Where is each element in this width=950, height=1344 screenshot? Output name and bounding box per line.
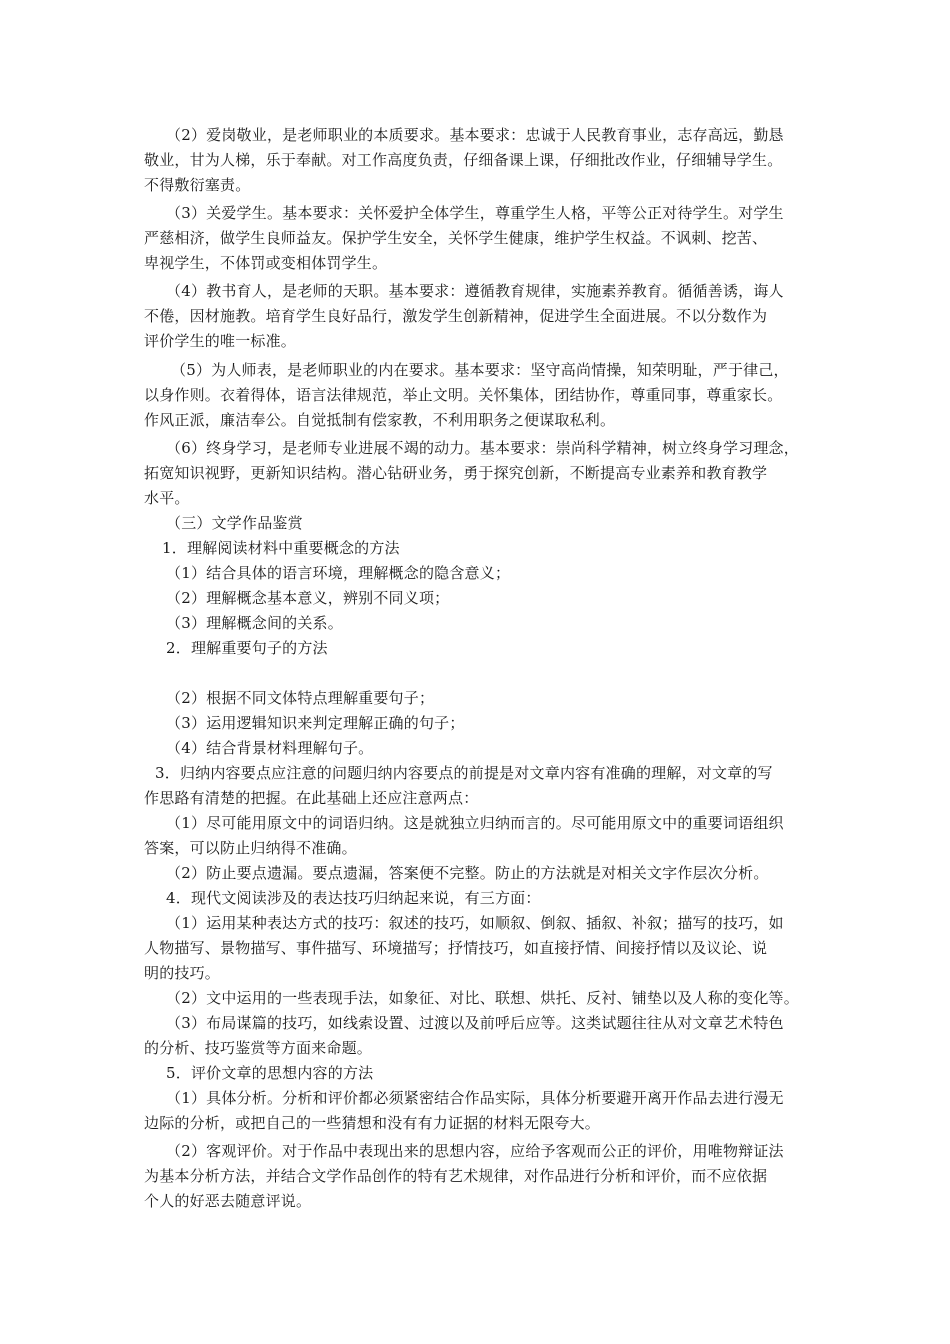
text-line: 不得敷衍塞责。 (144, 176, 251, 194)
text-line: （3）理解概念间的关系。 (166, 614, 343, 632)
text-line: 以身作则。衣着得体，语言法律规范，举止文明。关怀集体，团结协作，尊重同事，尊重家长。 (144, 386, 783, 404)
text-line: （1）结合具体的语言环境，理解概念的隐含意义； (166, 564, 511, 582)
text-line: 严慈相济，做学生良师益友。保护学生安全，关怀学生健康，维护学生权益。不讽刺、挖苦、 (144, 229, 768, 247)
text-line: 个人的好恶去随意评说。 (144, 1192, 312, 1210)
text-line: 作思路有清楚的把握。在此基础上还应注意两点： (144, 789, 479, 807)
text-line: （2）爱岗敬业，是老师职业的本质要求。基本要求：忠诚于人民教育事业，志存高远，勤恳 (166, 126, 784, 144)
text-line: 为基本分析方法，并结合文学作品创作的特有艺术规律，对作品进行分析和评价，而不应依据 (144, 1167, 768, 1185)
text-line: 评价学生的唯一标准。 (144, 332, 297, 350)
text-line: （3）关爱学生。基本要求：关怀爱护全体学生，尊重学生人格，平等公正对待学生。对学生 (166, 204, 784, 222)
text-line: 答案，可以防止归纳得不准确。 (144, 839, 357, 857)
text-line: 拓宽知识视野，更新知识结构。潜心钻研业务，勇于探究创新，不断提高专业素养和教育教学 (144, 464, 768, 482)
text-line: （3）运用逻辑知识来判定理解正确的句子； (166, 714, 465, 732)
subsection-heading: 5．评价文章的思想内容的方法 (166, 1064, 374, 1082)
text-line: （6）终身学习，是老师专业进展不竭的动力。基本要求：崇尚科学精神，树立终身学习理念， (166, 439, 799, 457)
text-line: 水平。 (144, 489, 190, 507)
text-line: （1）运用某种表达方式的技巧：叙述的技巧，如顺叙、倒叙、插叙、补叙；描写的技巧，如 (166, 914, 784, 932)
text-line: （1）具体分析。分析和评价都必须紧密结合作品实际，具体分析要避开离开作品去进行漫无 (166, 1089, 784, 1107)
text-line: 人物描写、景物描写、事件描写、环境描写；抒情技巧，如直接抒情、间接抒情以及议论、说 (144, 939, 768, 957)
text-line: 的分析、技巧鉴赏等方面来命题。 (144, 1039, 373, 1057)
text-line: 作风正派，廉洁奉公。自觉抵制有偿家教，不利用职务之便谋取私利。 (144, 411, 616, 429)
subsection-heading: 2．理解重要句子的方法 (166, 639, 328, 657)
subsection-heading: 1．理解阅读材料中重要概念的方法 (162, 539, 400, 557)
text-line: （4）教书育人，是老师的天职。基本要求：遵循教育规律，实施素养教育。循循善诱，诲人 (166, 282, 784, 300)
text-line: （1）尽可能用原文中的词语归纳。这是就独立归纳而言的。尽可能用原文中的重要词语组织 (166, 814, 784, 832)
text-line: 敬业，甘为人梯，乐于奉献。对工作高度负责，仔细备课上课，仔细批改作业，仔细辅导学生。 (144, 151, 783, 169)
text-line: 不倦，因材施教。培育学生良好品行，激发学生创新精神，促进学生全面进展。不以分数作为 (144, 307, 768, 325)
text-line: （5）为人师表，是老师职业的内在要求。基本要求：坚守高尚情操，知荣明耻，严于律己， (171, 361, 789, 379)
text-line: 卑视学生，不体罚或变相体罚学生。 (144, 254, 388, 272)
text-line: （2）理解概念基本意义，辨别不同义项； (166, 589, 450, 607)
text-line: （2）文中运用的一些表现手法，如象征、对比、联想、烘托、反衬、铺垫以及人称的变化等。 (166, 989, 799, 1007)
text-line: （4）结合背景材料理解句子。 (166, 739, 374, 757)
text-line: （2）客观评价。对于作品中表现出来的思想内容，应给予客观而公正的评价，用唯物辩证法 (166, 1142, 784, 1160)
text-line: 边际的分析，或把自己的一些猜想和没有有力证据的材料无限夸大。 (144, 1114, 601, 1132)
subsection-heading: 3．归纳内容要点应注意的问题归纳内容要点的前提是对文章内容有准确的理解，对文章的写 (155, 764, 773, 782)
text-line: （2）根据不同文体特点理解重要句子； (166, 689, 435, 707)
section-heading: （三）文学作品鉴赏 (166, 514, 303, 532)
text-line: 明的技巧。 (144, 964, 221, 982)
text-line: （2）防止要点遗漏。要点遗漏，答案便不完整。防止的方法就是对相关文字作层次分析。 (166, 864, 769, 882)
text-line: （3）布局谋篇的技巧，如线索设置、过渡以及前呼后应等。这类试题往往从对文章艺术特色 (166, 1014, 784, 1032)
subsection-heading: 4．现代文阅读涉及的表达技巧归纳起来说，有三方面： (166, 889, 541, 907)
